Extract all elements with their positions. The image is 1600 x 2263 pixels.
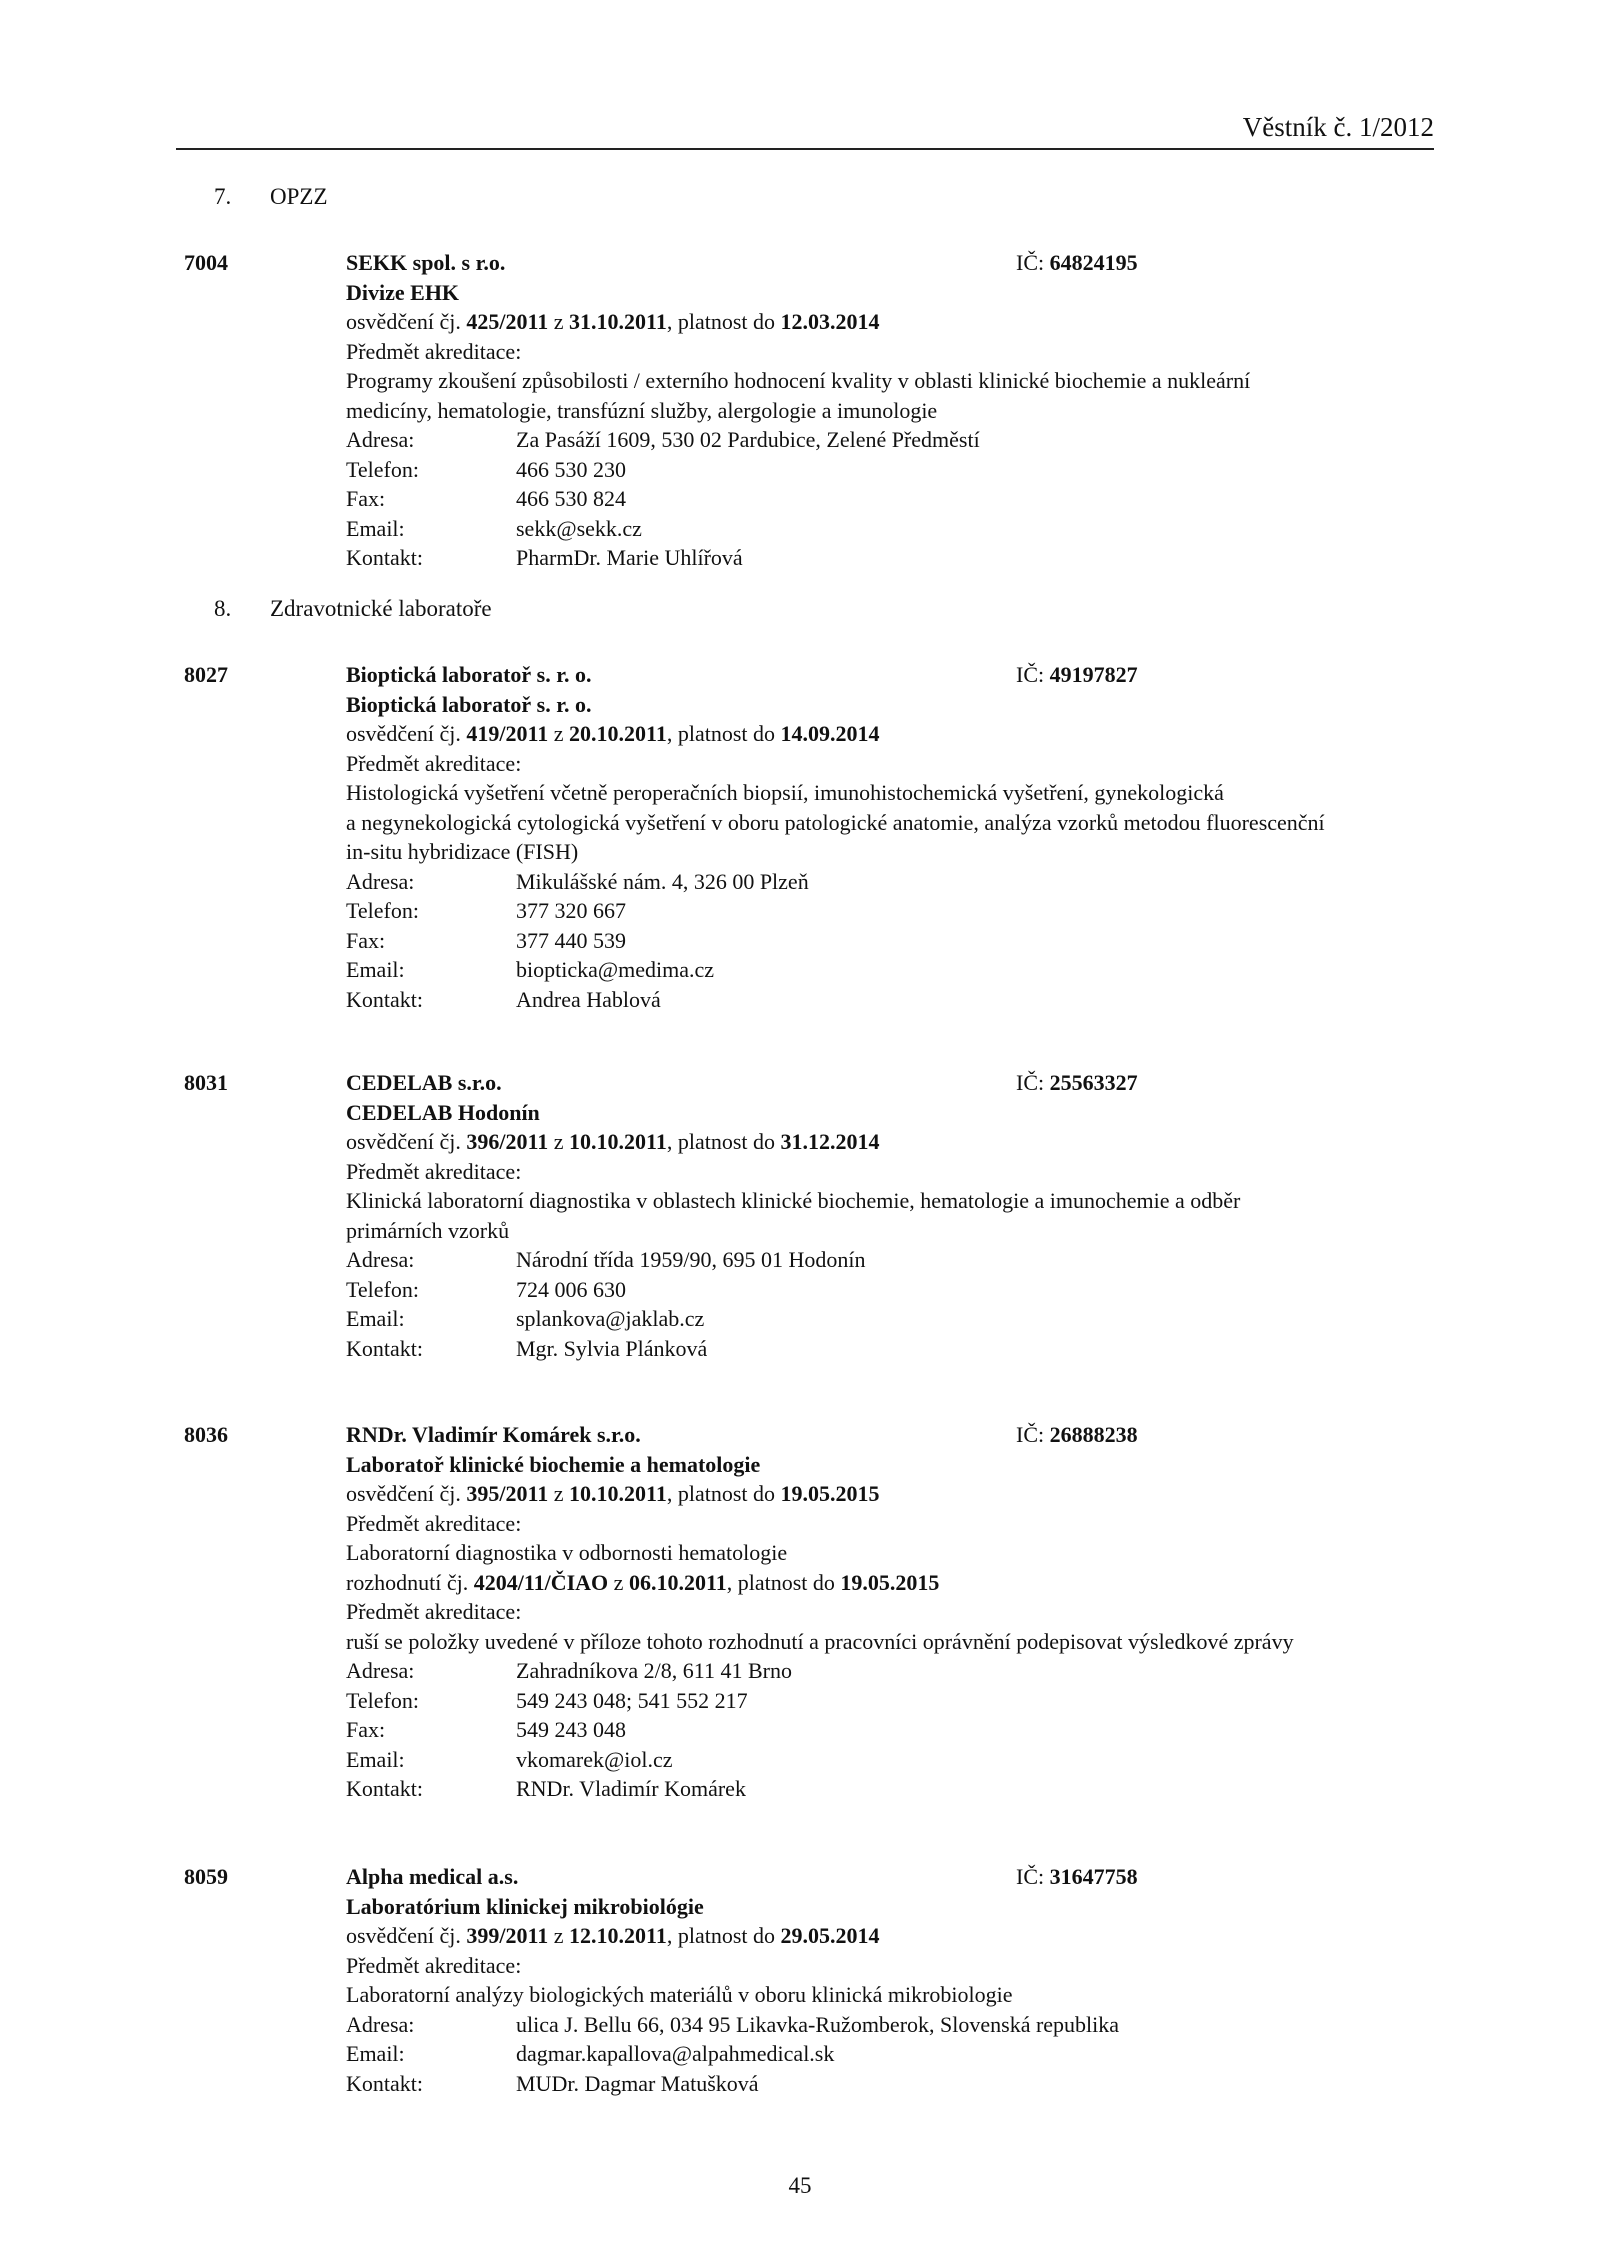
entry-code: 8031 (184, 1070, 228, 1095)
page-header (176, 106, 1434, 150)
contact-row: Kontakt: MUDr. Dagmar Matušková (346, 2070, 759, 2096)
ic-field: IČ: 64824195 (1016, 250, 1138, 275)
address-row: Adresa: Za Pasáží 1609, 530 02 Pardubice, Zelené Předměstí (346, 427, 980, 452)
scope-text: Klinická laboratorní diagnostika v oblastech klinické biochemie, hematologie a imunochemie a odběr (346, 1188, 1241, 1213)
address-row: Adresa: Zahradníkova 2/8, 611 41 Brno (346, 1658, 792, 1683)
fax-row: Fax: 377 440 539 (346, 927, 626, 953)
fax-row: Fax: 466 530 824 (346, 486, 626, 511)
decision-line: rozhodnutí čj. 4204/11/ČIAO z 06.10.2011, platnost do 19.05.2015 (346, 1569, 940, 1595)
fax-row: Fax: 549 243 048 (346, 1717, 626, 1742)
ic-value: 49197827 (1049, 662, 1138, 687)
email-row: Email: splankova@jaklab.cz (346, 1306, 705, 1331)
scope-text: in-situ hybridizace (FISH) (346, 839, 579, 864)
section-number: 7. (214, 184, 232, 209)
scope-label: Předmět akreditace: (346, 1158, 522, 1184)
certificate-line: osvědčení čj. 399/2011 z 12.10.2011, platnost do 29.05.2014 (346, 1923, 880, 1948)
entry-code: 7004 (184, 250, 228, 275)
ic-field: IČ: 49197827 (1016, 662, 1138, 687)
journal-title: Věstník č. 1/2012 (1242, 112, 1434, 142)
scope-label: Předmět akreditace: (346, 750, 522, 776)
scope-text: a negynekologická cytologická vyšetření v oboru patologické anatomie, analýza vzorků metodou fluorescenční (346, 809, 1325, 835)
ic-value: 26888238 (1049, 1422, 1138, 1447)
entry-subname: Divize EHK (346, 279, 460, 305)
phone-row: Telefon: 466 530 230 (346, 456, 626, 482)
scope-text: ruší se položky uvedené v příloze tohoto rozhodnutí a pracovníci oprávnění podepisovat výsledkové zprávy (346, 1628, 1294, 1654)
ic-value: 31647758 (1049, 1864, 1138, 1889)
contact-row: Kontakt: Mgr. Sylvia Plánková (346, 1335, 708, 1361)
address-row: Adresa: Národní třída 1959/90, 695 01 Hodonín (346, 1247, 866, 1272)
scope-label: Předmět akreditace: (346, 1599, 522, 1624)
entry-subname: CEDELAB Hodonín (346, 1099, 540, 1125)
ic-field: IČ: 25563327 (1016, 1070, 1138, 1095)
phone-row: Telefon: 724 006 630 (346, 1276, 626, 1302)
scope-text: Programy zkoušení způsobilosti / externího hodnocení kvality v oblasti klinické biochemie a nukleární (346, 368, 1251, 393)
contact-row: Kontakt: RNDr. Vladimír Komárek (346, 1776, 746, 1801)
entry-code: 8036 (184, 1422, 228, 1447)
entry-code: 8059 (184, 1864, 228, 1889)
entry-subname: Bioptická laboratoř s. r. o. (346, 691, 592, 717)
contact-row: Kontakt: Andrea Hablová (346, 986, 661, 1012)
entry-subname: Laboratoř klinické biochemie a hematologie (346, 1451, 761, 1477)
entry-name: SEKK spol. s r.o. (346, 250, 506, 275)
entry-name: Alpha medical a.s. (346, 1864, 519, 1889)
phone-row: Telefon: 377 320 667 (346, 898, 626, 923)
section-heading (214, 184, 328, 210)
scope-text: Laboratorní analýzy biologických materiálů v oboru klinická mikrobiologie (346, 1982, 1013, 2007)
entry-name: RNDr. Vladimír Komárek s.r.o. (346, 1422, 641, 1447)
email-row: Email: dagmar.kapallova@alpahmedical.sk (346, 2041, 835, 2066)
address-row: Adresa: ulica J. Bellu 66, 034 95 Likavka-Ružomberok, Slovenská republika (346, 2011, 1120, 2037)
certificate-line: osvědčení čj. 395/2011 z 10.10.2011, platnost do 19.05.2015 (346, 1481, 880, 1506)
scope-label: Předmět akreditace: (346, 338, 522, 364)
email-row: Email: biopticka@medima.cz (346, 957, 715, 982)
address-row: Adresa: Mikulášské nám. 4, 326 00 Plzeň (346, 868, 809, 894)
entry-name: Bioptická laboratoř s. r. o. (346, 662, 592, 687)
certificate-line: osvědčení čj. 396/2011 z 10.10.2011, platnost do 31.12.2014 (346, 1129, 880, 1154)
scope-text: Histologická vyšetření včetně peroperačních biopsií, imunohistochemická vyšetření, gynekologická (346, 780, 1224, 805)
page-number: 45 (788, 2173, 812, 2198)
section-number: 8. (214, 596, 232, 621)
scope-label: Předmět akreditace: (346, 1510, 522, 1536)
entry-subname: Laboratórium klinickej mikrobiológie (346, 1893, 704, 1919)
certificate-line: osvědčení čj. 419/2011 z 20.10.2011, platnost do 14.09.2014 (346, 721, 880, 746)
section-heading (214, 596, 492, 622)
ic-field: IČ: 31647758 (1016, 1864, 1138, 1889)
section-name: Zdravotnické laboratoře (270, 596, 492, 621)
scope-text: primárních vzorků (346, 1217, 510, 1243)
email-row: Email: sekk@sekk.cz (346, 515, 642, 541)
email-row: Email: vkomarek@iol.cz (346, 1746, 673, 1772)
ic-field: IČ: 26888238 (1016, 1422, 1138, 1447)
section-name: OPZZ (270, 184, 328, 209)
phone-row: Telefon: 549 243 048; 541 552 217 (346, 1687, 748, 1713)
scope-text: medicíny, hematologie, transfúzní služby, alergologie a imunologie (346, 397, 938, 423)
ic-value: 25563327 (1049, 1070, 1138, 1095)
certificate-line: osvědčení čj. 425/2011 z 31.10.2011, platnost do 12.03.2014 (346, 309, 880, 334)
entry-code: 8027 (184, 662, 228, 687)
entry-name: CEDELAB s.r.o. (346, 1070, 502, 1095)
scope-text: Laboratorní diagnostika v odbornosti hematologie (346, 1540, 788, 1565)
contact-row: Kontakt: PharmDr. Marie Uhlířová (346, 545, 743, 570)
ic-value: 64824195 (1049, 250, 1138, 275)
scope-label: Předmět akreditace: (346, 1952, 522, 1978)
